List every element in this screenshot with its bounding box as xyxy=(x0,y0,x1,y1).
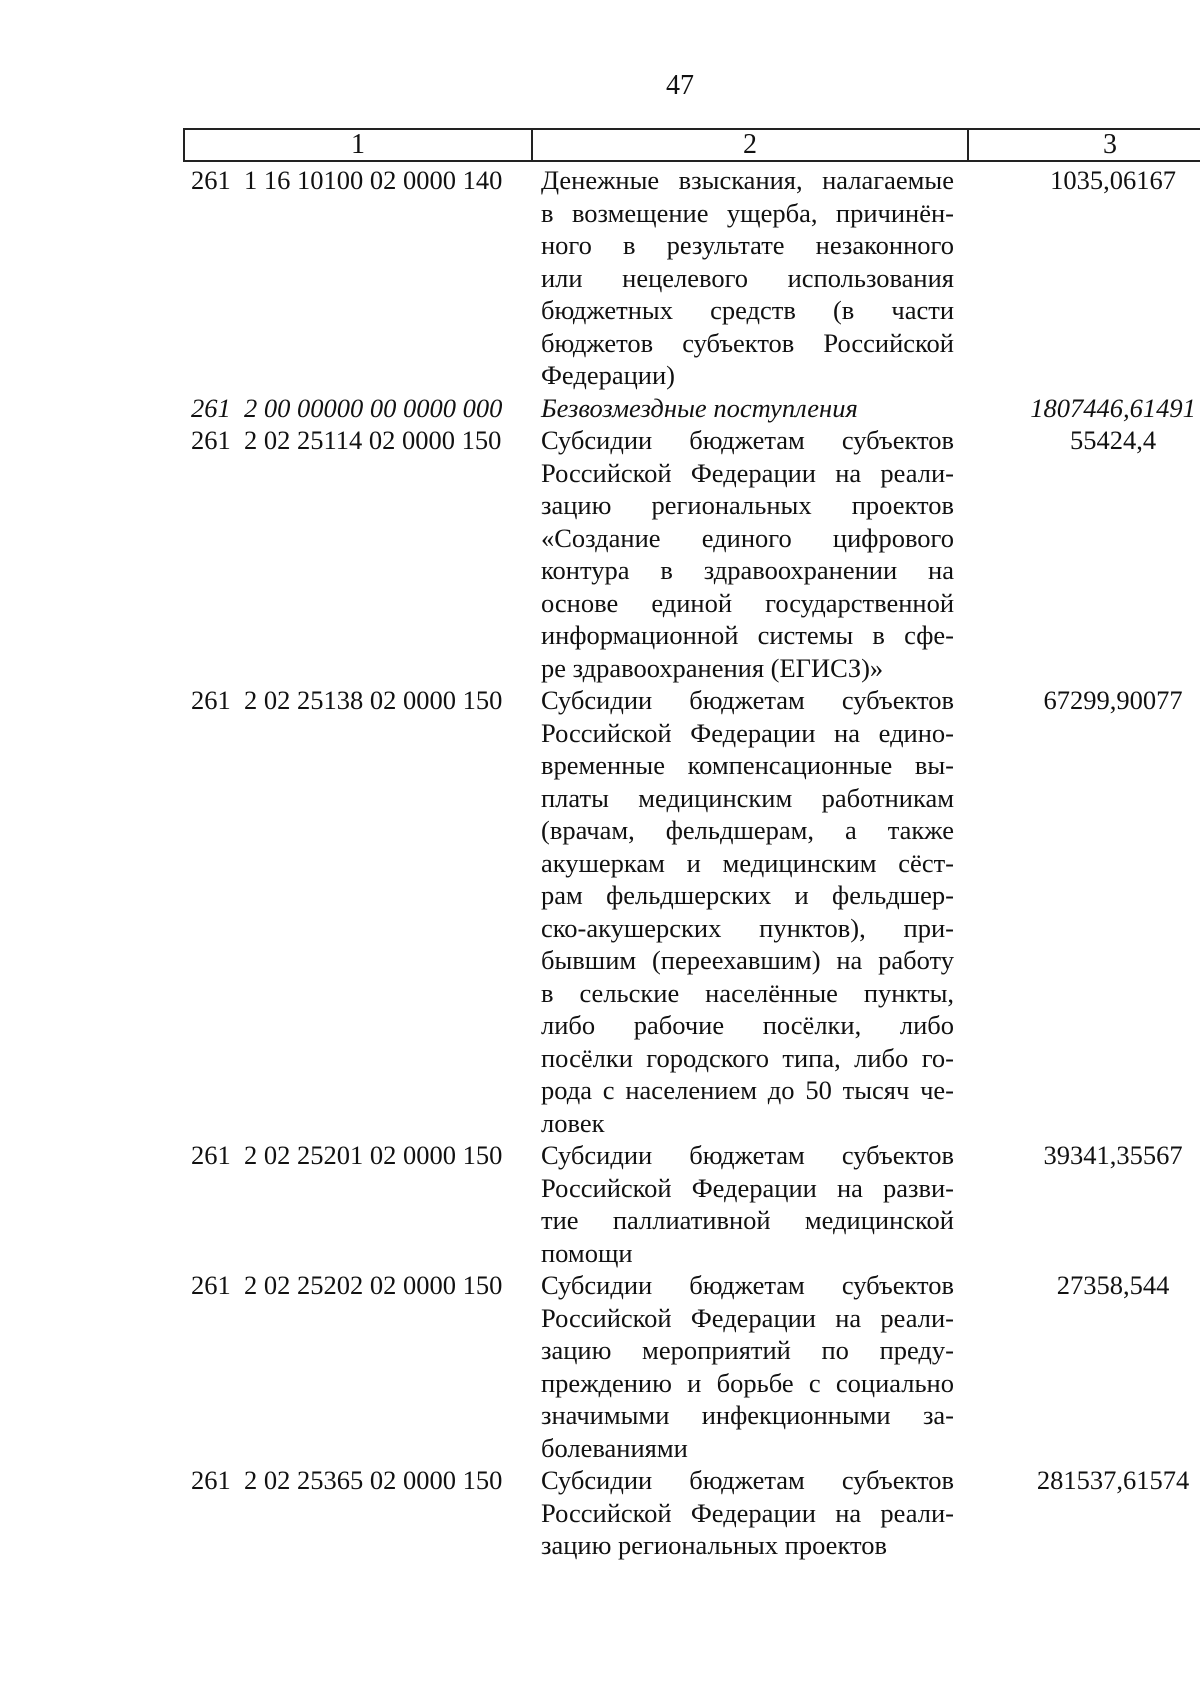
amount: 281537,61574 xyxy=(1036,1465,1190,1495)
budget-code: 261 2 02 25138 02 0000 150 xyxy=(191,685,503,715)
description-line: Российской Федерации на реали- xyxy=(541,457,954,488)
description-line: бывшим (переехавшим) на работу xyxy=(541,945,954,975)
description-line: Российской Федерации на реали- xyxy=(541,1497,954,1528)
column-header-3: 3 xyxy=(1103,129,1117,160)
description-line: зацию региональных проектов xyxy=(541,490,954,520)
amount: 39341,35567 xyxy=(1043,1140,1183,1170)
description-line: тие паллиативной медицинской xyxy=(541,1205,954,1235)
description-line: Субсидии бюджетам субъектов xyxy=(541,1270,954,1300)
description-line: зацию мероприятий по преду- xyxy=(541,1335,954,1365)
table-header xyxy=(183,128,1200,162)
description-line: либо рабочие посёлки, либо xyxy=(541,1010,954,1040)
table-row xyxy=(183,164,1200,392)
description-line: в сельские населённые пункты, xyxy=(541,977,954,1008)
income-description xyxy=(531,392,954,425)
description-line: основе единой государственной xyxy=(541,587,954,618)
amount: 1035,06167 xyxy=(1050,165,1176,195)
amount: 1807446,61491 xyxy=(1030,392,1196,423)
description-line: ловек xyxy=(541,1107,605,1138)
table-row xyxy=(183,424,1200,684)
income-description xyxy=(531,424,954,684)
table-row xyxy=(183,1269,1200,1464)
description-line: Субсидии бюджетам субъектов xyxy=(541,1140,954,1170)
description-line: Российской Федерации на разви- xyxy=(541,1172,954,1203)
description-line: контура в здравоохранении на xyxy=(541,555,954,585)
description-line: болеваниями xyxy=(541,1432,688,1463)
amount: 55424,4 xyxy=(1069,425,1157,455)
income-description xyxy=(531,1464,954,1562)
table-row xyxy=(183,684,1200,1139)
description-line: «Создание единого цифрового xyxy=(541,522,954,553)
budget-code: 261 2 02 25365 02 0000 150 xyxy=(191,1465,503,1495)
income-description xyxy=(531,1269,954,1464)
description-line: помощи xyxy=(541,1237,633,1268)
description-line: (врачам, фельдшерам, а также xyxy=(541,815,954,845)
budget-code: 261 2 02 25201 02 0000 150 xyxy=(191,1140,503,1170)
income-description xyxy=(531,1139,954,1269)
table-body xyxy=(183,164,1200,1562)
description-line: в возмещение ущерба, причинён- xyxy=(541,197,954,228)
column-header-2: 2 xyxy=(533,130,969,160)
description-line: Российской Федерации на едино- xyxy=(541,717,954,748)
description-line: Субсидии бюджетам субъектов xyxy=(541,685,954,715)
description-line: информационной системы в сфе- xyxy=(541,620,954,650)
description-line: акушеркам и медицинским сёст- xyxy=(541,847,954,878)
description-line: бюджетных средств (в части xyxy=(541,295,954,325)
table-row xyxy=(183,392,1200,425)
description-line: Безвозмездные поступления xyxy=(541,392,858,423)
description-line: Субсидии бюджетам субъектов xyxy=(541,425,954,455)
description-line: ре здравоохранения (ЕГИСЗ)» xyxy=(541,652,884,683)
description-line: временные компенсационные вы- xyxy=(541,750,954,780)
budget-code: 261 2 02 25202 02 0000 150 xyxy=(191,1270,503,1300)
description-line: или нецелевого использования xyxy=(541,262,954,293)
table-row xyxy=(183,1464,1200,1562)
description-line: Субсидии бюджетам субъектов xyxy=(541,1465,954,1495)
description-line: платы медицинским работникам xyxy=(541,782,954,813)
amount: 27358,544 xyxy=(1056,1270,1170,1300)
description-line: значимыми инфекционными за- xyxy=(541,1400,954,1430)
income-description xyxy=(531,164,954,392)
description-line: зацию региональных проектов xyxy=(541,1530,887,1560)
description-line: бюджетов субъектов Российской xyxy=(541,327,954,358)
budget-code: 261 2 02 25114 02 0000 150 xyxy=(191,425,502,455)
table-row xyxy=(183,1139,1200,1269)
income-description xyxy=(531,684,954,1139)
budget-code: 261 2 00 00000 00 0000 000 xyxy=(191,392,503,423)
description-line: преждению и борьбе с социально xyxy=(541,1367,954,1398)
description-line: ско-акушерских пунктов), при- xyxy=(541,912,954,943)
budget-code: 261 1 16 10100 02 0000 140 xyxy=(191,165,503,195)
description-line: рода с населением до 50 тысяч че- xyxy=(541,1075,954,1105)
page-number: 47 xyxy=(666,70,694,101)
amount: 67299,90077 xyxy=(1043,685,1183,715)
description-line: Денежные взыскания, налагаемые xyxy=(541,165,954,195)
description-line: рам фельдшерских и фельдшер- xyxy=(541,880,954,910)
description-line: Российской Федерации на реали- xyxy=(541,1302,954,1333)
column-header-1: 1 xyxy=(185,130,533,160)
description-line: ного в результате незаконного xyxy=(541,230,954,260)
description-line: Федерации) xyxy=(541,360,675,390)
description-line: посёлки городского типа, либо го- xyxy=(541,1042,954,1073)
